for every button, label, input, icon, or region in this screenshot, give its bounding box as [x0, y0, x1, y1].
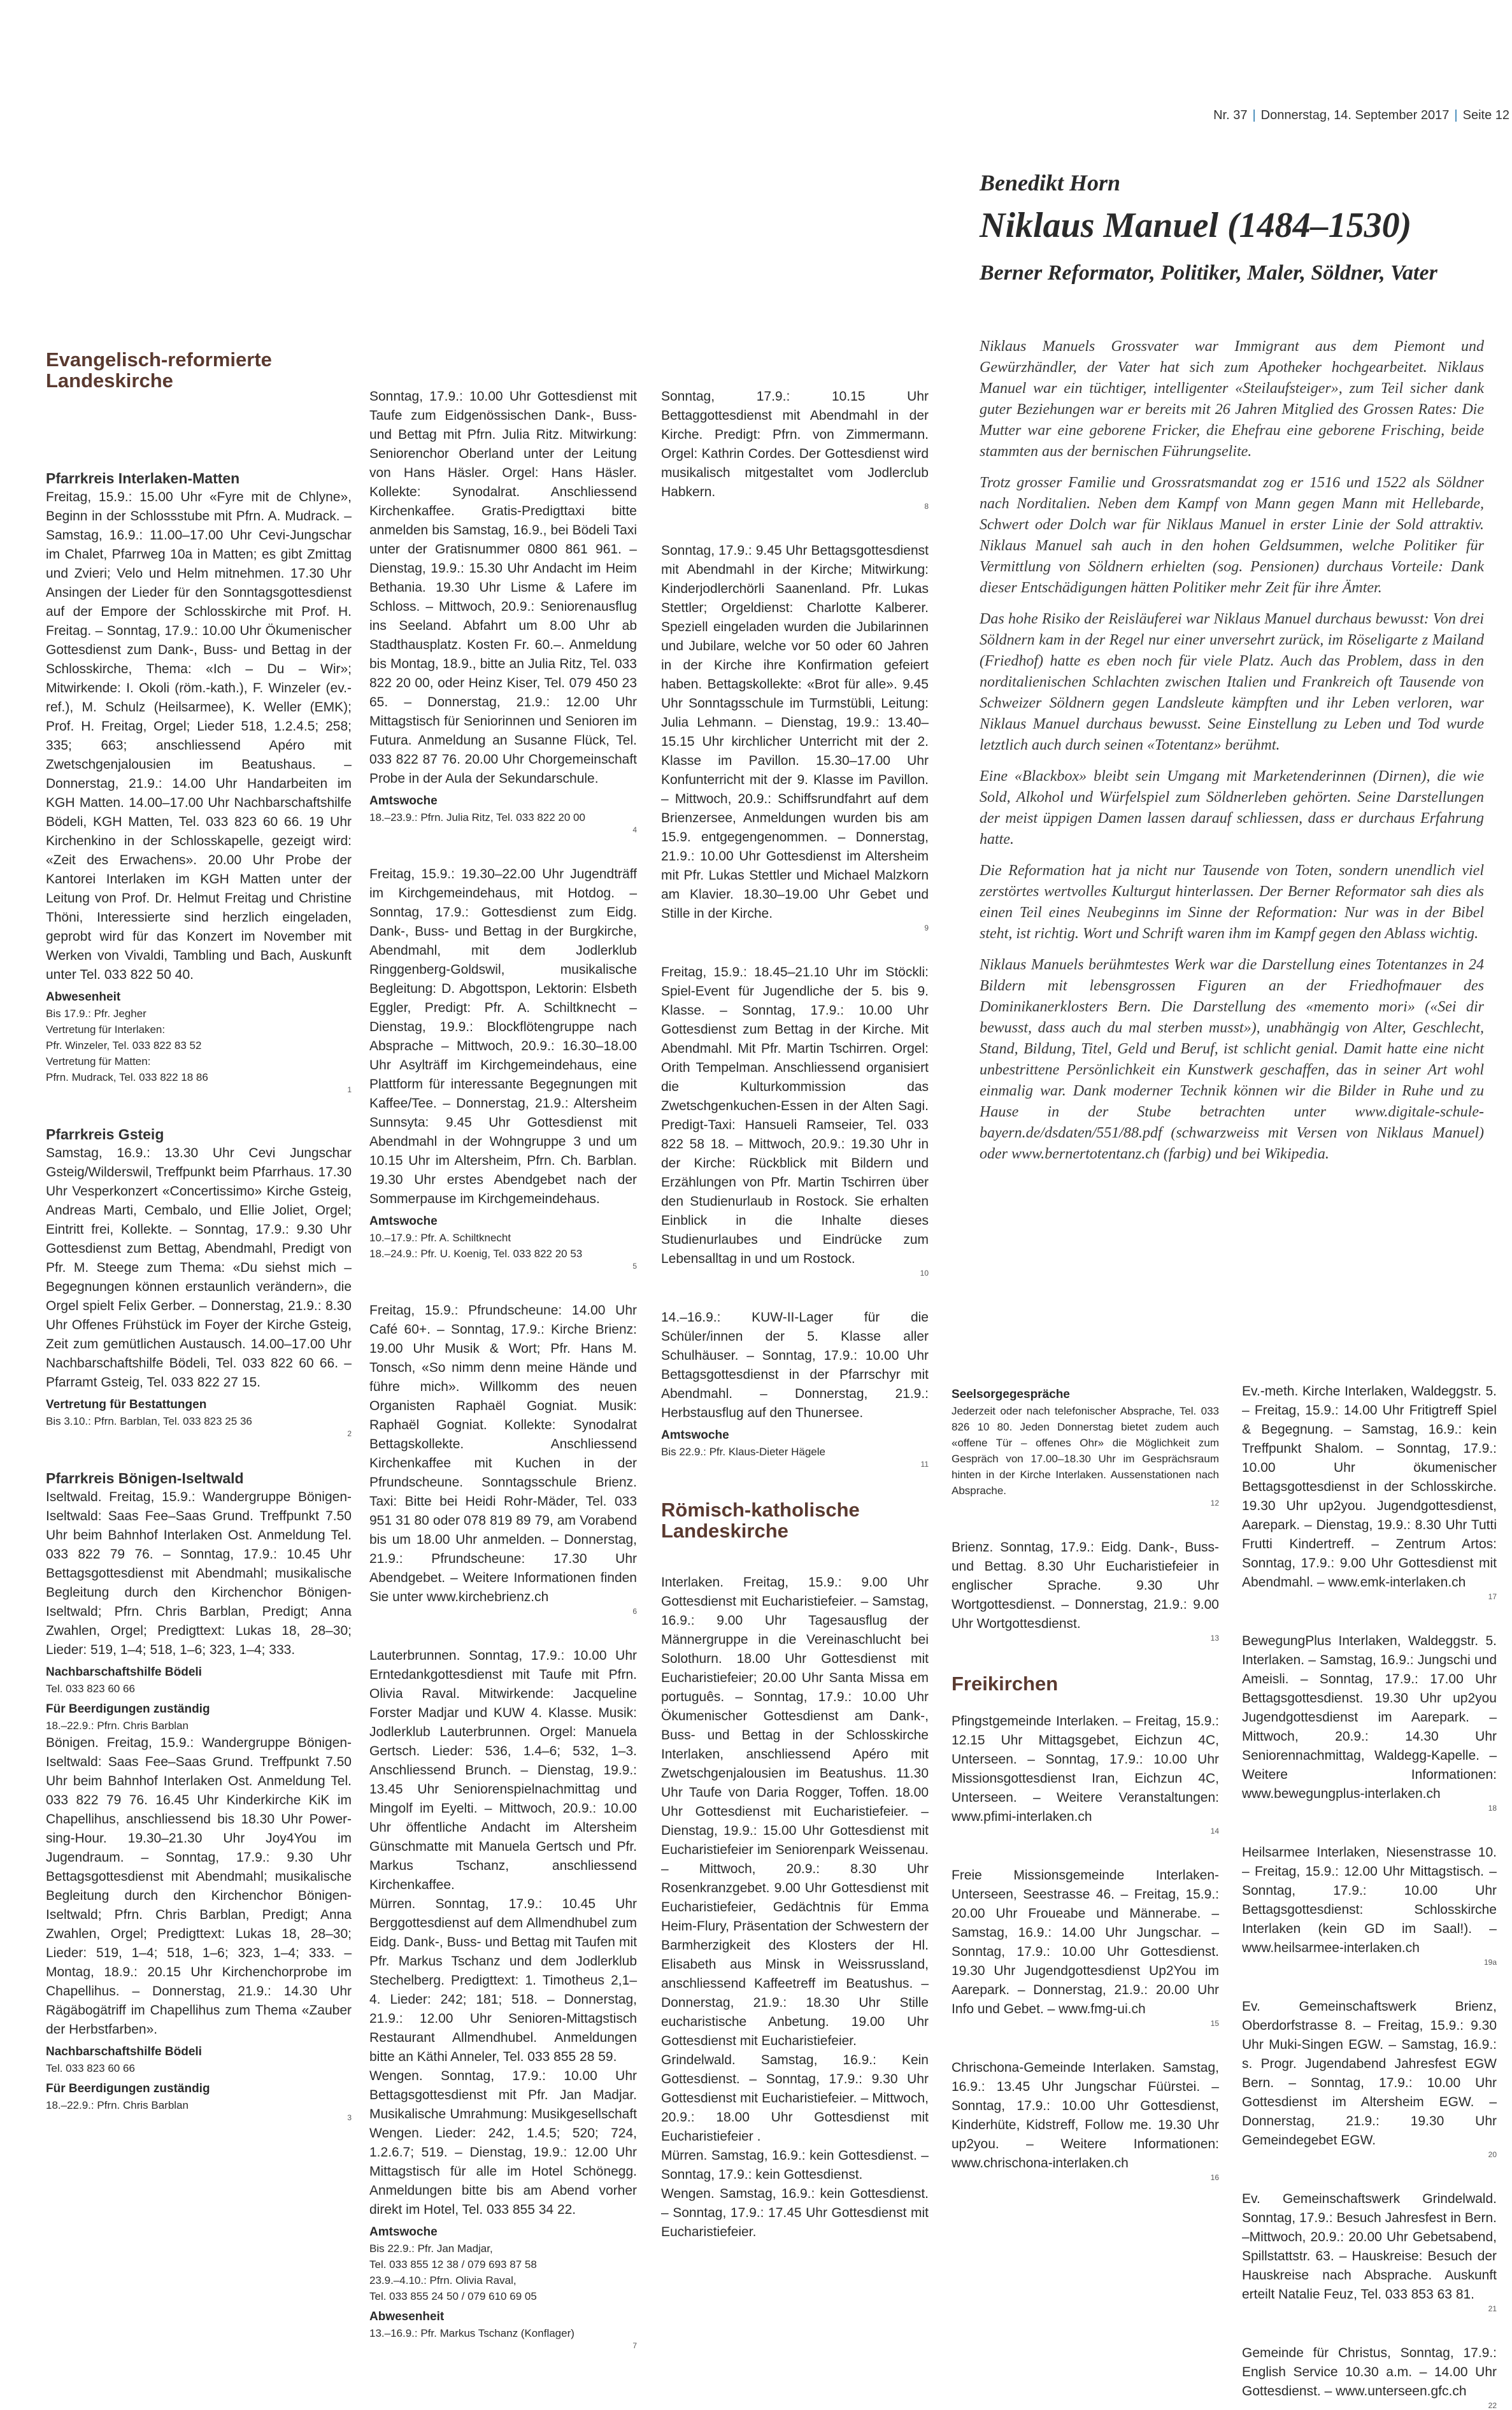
entry-number: 7: [632, 2341, 637, 2350]
spacer: [369, 834, 637, 865]
parish-title: Pfarrkreis Interlaken-Matten: [46, 470, 240, 487]
parish-text: Ev. Gemeinschaftswerk Brienz, Oberdorfstrasse 8. – Freitag, 15.9.: 9.30 Uhr Muki-Singen EGW. – Samstag, 16.9.: s. Progr. Jugendabend Jahresfest EGW Bern. – Sonntag, 17.9.: 10.00 Uhr Gottesdienst im Altersheim EGW. – Donnerstag, 21.9.: 19.30 Uhr Gemeindegebet EGW.: [1242, 1999, 1497, 2148]
section-heading: Freikirchen: [952, 1672, 1059, 1695]
notice-line: Vertretung für Matten:: [46, 1055, 151, 1067]
notice-line: 18.–23.9.: Pfrn. Julia Ritz, Tel. 033 822 20 00: [369, 811, 585, 824]
spacer: [46, 1438, 352, 1469]
entry-number: 1: [347, 1085, 352, 1094]
article-paragraph: Das hohe Risiko der Reisläuferei war Niklaus Manuel durchaus bewusst: Von drei Söldnern kam in der Regel nur einer unversehrt zurück, im Röseligarte z Mailand (Friedhof) hatte es eben noch für viele Platz. Auch das Problem, dass in den norditalienischen Schlachten zwischen Italien und Frankreich oft Tausende von Schweizer Söldnern gegen Landsleute kämpften und ihr Leben verloren, war Niklaus Manuel durchaus bewusst. Seine Einstellung zu Leben und Tod wurde letztlich auch durch seinen «Totentanz» berühmt.: [980, 611, 1484, 753]
notice-line: Tel. 033 855 12 38 / 079 693 87 58: [369, 2258, 537, 2271]
spacer: [1242, 2159, 1497, 2190]
parish-text: Brienz. Sonntag, 17.9.: Eidg. Dank-, Buss- und Bettag. 8.30 Uhr Eucharistiefeier in englischer Sprache. 9.30 Uhr Wortgottesdienst. – Donnerstag, 21.9.: 9.00 Uhr Wortgottesdienst.: [952, 1540, 1219, 1631]
parish-text: Mürren. Samstag, 16.9.: kein Gottesdienst. – Sonntag, 17.9.: kein Gottesdienst.: [661, 2148, 929, 2182]
entry-number: 12: [1210, 1499, 1219, 1508]
article-paragraph: Niklaus Manuels berühmtestes Werk war die Darstellung eines Totentanzes in 24 Bildern mit lebensgrossen Figuren an der Friedhofmauer des Dominikanerklosters Bern. Die Darstellung des «memento mori» («Sei dir bewusst, dass auch du mal sterben musst»), unabhängig von Alter, Geschlecht, Stand, Bildung, Titel, Geld und Beruf, ist schlicht genial. Damit hatte eine nicht unbestrittene Persönlichkeit ein Kunstwerk geschaffen, das in seiner Art wohl einmalig war. Dank moderner Technik können wir die Bilder in Ruhe und zu Hause in der Stube betrachten unter www.digitale-schule-bayern.de/dsdaten/551/88.pdf (schwarzweiss mit Versen von Niklaus Manuel) oder www.bernertotentanz.ch (farbig) und bei Wikipedia.: [980, 957, 1484, 1162]
notice-line: Bis 22.9.: Pfr. Klaus-Dieter Hägele: [661, 1446, 825, 1458]
notice-line: Vertretung für Interlaken:: [46, 1023, 166, 1036]
entry-number: 22: [1488, 2401, 1497, 2410]
parish-text: Wengen. Samstag, 16.9.: kein Gottesdienst. – Sonntag, 17.9.: 17.45 Uhr Gottesdienst mit Eucharistiefeier.: [661, 2186, 929, 2239]
article-body: [980, 336, 1484, 1175]
spacer: [661, 1548, 929, 1573]
notice-subheading: Amtswoche: [661, 1429, 729, 1442]
entry-number: 15: [1210, 2019, 1219, 2028]
spacer: [952, 1643, 1219, 1673]
notice-line: 18.–22.9.: Pfrn. Chris Barblan: [46, 1720, 189, 1732]
entry-number: 9: [924, 923, 929, 932]
notice-subheading: Amtswoche: [369, 794, 438, 808]
masthead: [1064, 108, 1509, 123]
parish-text: BewegungPlus Interlaken, Waldeggstr. 5. Interlaken. – Samstag, 16.9.: Jungschi und Ameisli. – Sonntag, 17.9.: 17.00 Uhr Bettagsgottesdienst. 19.30 Uhr up2you Jugendgottesdienst im Aarepark. – Mittwoch, 20.9.: 14.30 Uhr Seniorennachmittag, Waldegg-Kapelle. – Weitere Informationen: www.bewegungplus-interlaken.ch: [1242, 1634, 1497, 1801]
notice-subheading: Amtswoche: [369, 1215, 438, 1228]
issue-number: Nr. 37: [1213, 108, 1248, 122]
parish-text: Mürren. Sonntag, 17.9.: 10.45 Uhr Berggottesdienst auf dem Allmendhubel zum Eidg. Dank-, Buss- und Bettag mit Taufen mit Pfr. Markus Tschanz und dem Jodlerklub Stechelberg. Predigttext: 1. Timotheus 2,1–4. Lieder: 242; 181; 518. – Donnerstag, 21.9.: 12.00 Uhr Senioren-Mittagstisch Restaurant Allmendhubel. Anmeldungen bitte an Käthi Anneler, Tel. 033 855 28 59.: [369, 1897, 637, 2064]
notice-line: Tel. 033 823 60 66: [46, 2062, 135, 2074]
notice-subheading: Vertretung für Bestattungen: [46, 1398, 207, 1411]
spacer: [661, 511, 929, 541]
notice-subheading: Abwesenheit: [46, 990, 121, 1004]
page-number: Seite 12: [1462, 108, 1509, 122]
spacer: [661, 932, 929, 963]
entry-number: 19a: [1483, 1958, 1497, 1967]
parish-text: Wengen. Sonntag, 17.9.: 10.00 Uhr Bettagsgottesdienst mit Pfr. Jan Madjar. Musikalische Umrahmung: Musikgesellschaft Wengen. Lieder: 242, 1.4.5; 520; 724, 1.2.6.7; 519. – Dienstag, 19.9.: 12.00 Uhr Mittagstisch für alle im Hotel Schönegg. Anmeldungen bitte bis am Abend vorher direkt im Hotel, Tel. 033 855 34 22.: [369, 2069, 637, 2217]
parish-text: Bönigen. Freitag, 15.9.: Wandergruppe Bönigen-Iseltwald: Saas Fee–Saas Grund. Treffpunkt 7.50 Uhr beim Bahnhof Interlaken Ost. Anmeldung Tel. 033 822 79 76. 16.45 Uhr Kinderkirche KiK im Chapellihus, anschliessend bis 18.30 Uhr Power-sing-Hour. 19.30–21.30 Uhr Joy4You im Jugendraum. – Sonntag, 17.9.: 9.30 Uhr Bettagsgottesdienst mit Abendmahl; musikalische Begleitung durch den Kirchenchor Bönigen-Iseltwald; Pfrn. Chris Barblan, Predigt; Anna Zwahlen, Orgel; Predigttext: Lukas 18, 28–30; Lieder: 519, 1–4; 518, 1–6; 323, 1–4; 333. – Montag, 18.9.: 20.15 Uhr Kirchenchorprobe im Chapellihus. – Donnerstag, 21.9.: 14.30 Uhr Rägäbogätriff im Chapellihus zum Thema «Zauber der Herbstfarben».: [46, 1736, 352, 2037]
parish-title: Pfarrkreis Gsteig: [46, 1126, 164, 1143]
notice-line: 10.–17.9.: Pfr. A. Schiltknecht: [369, 1232, 511, 1244]
parish-text: 14.–16.9.: KUW-II-Lager für die Schüler/innen der 5. Klasse aller Schulhäuser. – Sonntag, 17.9.: 10.00 Uhr Bettagsgottesdienst in der Pfarrschyr mit Abendmahl. – Donnerstag, 21.9.: Herbstausflug auf den Thunersee.: [661, 1310, 929, 1420]
entry-number: 8: [924, 502, 929, 511]
entry-number: 2: [347, 1429, 352, 1438]
parish-text: Sonntag, 17.9.: 10.00 Uhr Gottesdienst mit Taufe zum Eidgenössischen Dank-, Buss- und Bettag mit Pfrn. Julia Ritz. Mitwirkung: Seniorenchor Oberland unter der Leitung von Hans Häsler. Orgel: Hans Häsler. Kollekte: Synodalrat. Anschliessend Kirchenkaffee. Gratis-Predigttaxi bitte anmelden bis Samstag, 16.9., bei Bödeli Taxi unter der Gratisnummer 0800 861 961. – Dienstag, 19.9.: 15.30 Uhr Andacht im Heim Bethania. 19.30 Uhr Lisme & Lafere im Schloss. – Mittwoch, 20.9.: Seniorenausflug ins Seeland. Abfahrt um 8.00 Uhr ab Stadthausplatz. Kosten Fr. 60.–. Anmeldung bis Montag, 18.9., bitte an Julia Ritz, Tel. 033 822 20 00, oder Heinz Kiser, Tel. 079 450 23 65. – Donnerstag, 21.9.: 12.00 Uhr Mittagstisch für Seniorinnen und Senioren im Futura. Anmeldung an Susanne Flück, Tel. 033 822 87 76. 20.00 Uhr Chorgemeinschaft Probe in der Aula der Sekundarschule.: [369, 389, 637, 786]
spacer: [369, 1271, 637, 1301]
notice-line: 18.–22.9.: Pfrn. Chris Barblan: [46, 2099, 189, 2111]
entry-number: 3: [347, 2113, 352, 2122]
spacer: [952, 1836, 1219, 1866]
notice-subheading: Amtswoche: [369, 2225, 438, 2239]
parish-text: Freitag, 15.9.: 18.45–21.10 Uhr im Stöckli: Spiel-Event für Jugendliche der 5. bis 9. Klasse. – Sonntag, 17.9.: 10.00 Uhr Gottesdienst zum Bettag in der Kirche. Mit Abendmahl. Mit Pfr. Martin Tschirren. Orgel: Orith Tempelman. Anschliessend organisiert die Kulturkommission das Zwetschgenkuchen-Essen in der Alten Sagi. Predigt-Taxi: Hansueli Ramseier, Tel. 033 822 58 18. – Mittwoch, 20.9.: 19.30 Uhr in der Kirche: Rückblick mit Bildern und Erzählungen von Pfr. Martin Tschirren über den Studienurlaub in Rostock. Sie erhalten Einblick in die Inhalte dieses Studienurlaubes und Eindrücke zum Lebensalltag in und um Rostock.: [661, 965, 929, 1266]
column-2: [369, 387, 637, 2350]
parish-text: Sonntag, 17.9.: 9.45 Uhr Bettagsgottesdienst mit Abendmahl in der Kirche; Mitwirkung: Kinderjodlerchörli Saanenland. Pfr. Lukas Stettler; Orgeldienst: Charlotte Kalberer. Speziell eingeladen wurden die Jubilarinnen und Jubilare, welche vor 50 oder 60 Jahren in der Kirche ihre Konfirmation gefeiert haben. Bettagskollekte: «Brot für alle». 9.45 Uhr Sonntagsschule im Turmstübli, Leitung: Julia Lehmann. – Dienstag, 19.9.: 13.40–15.15 Uhr kirchlicher Unterricht mit der 2. Klasse im Pavillon. 15.30–17.00 Uhr Konfunterricht mit der 9. Klasse im Pavillon. – Mittwoch, 20.9.: Schiffsrundfahrt auf dem Brienzersee, Anmeldungen wurden bis am 15.9. entgegengenommen. – Donnerstag, 21.9.: 10.00 Uhr Gottesdienst im Altersheim mit Pfr. Lukas Stettler und Michael Malzkorn am Klavier. 18.30–19.00 Uhr Gebet und Stille in der Kirche.: [661, 543, 929, 921]
notice-subheading: Abwesenheit: [369, 2310, 445, 2323]
notice-line: 23.9.–4.10.: Pfrn. Olivia Raval,: [369, 2274, 517, 2286]
parish-text: Ev. Gemeinschaftswerk Grindelwald. Sonntag, 17.9.: Besuch Jahresfest in Bern. –Mittwoch, 20.9.: 20.00 Uhr Gebetsabend, Spillstattstr. 63. – Hauskreise: Besuch der Hauskreise nach Absprache. Auskunft erteilt Natalie Feuz, Tel. 033 853 63 81.: [1242, 2192, 1497, 2302]
parish-text: Grindelwald. Samstag, 16.9.: Kein Gottesdienst. – Sonntag, 17.9.: 9.30 Uhr Gottesdienst mit Eucharistiefeier. – Mittwoch, 20.9.: 18.00 Uhr Gottesdienst mit Eucharistiefeier .: [661, 2053, 929, 2144]
notice-subheading: Für Beerdigungen zuständig: [46, 1702, 210, 1716]
entry-number: 11: [920, 1460, 929, 1469]
column-3: [661, 387, 929, 2242]
notice-subheading: Nachbarschaftshilfe Bödeli: [46, 2045, 202, 2058]
entry-number: 5: [632, 1262, 637, 1271]
column-4: [952, 1382, 1219, 2182]
spacer: [1242, 2313, 1497, 2344]
parish-text: Chrischona-Gemeinde Interlaken. Samstag, 16.9.: 13.45 Uhr Jungschar Füürstei. – Sonntag, 17.9.: 10.00 Uhr Gottesdienst, Kinderhüte, Kidstreff, Follow me. 19.30 Uhr up2you. – Weitere Informationen: www.chrischona-interlaken.ch: [952, 2060, 1219, 2171]
entry-number: 13: [1210, 1634, 1219, 1643]
column-5: [1242, 1382, 1497, 2410]
notice-line: Bis 17.9.: Pfr. Jegher: [46, 1008, 146, 1020]
spacer: [952, 1508, 1219, 1538]
spacer: [661, 1278, 929, 1308]
issue-date: Donnerstag, 14. September 2017: [1260, 108, 1450, 122]
parish-text: Ev.-meth. Kirche Interlaken, Waldeggstr. 5. – Freitag, 15.9.: 14.00 Uhr Fritigtreff Spiel & Begegnung. – Samstag, 16.9.: kein Treffpunkt Shalom. – Sonntag, 17.9.: 10.00 Uhr ökumenischer Bettagsgottesdienst in der Schlosskirche. 19.30 Uhr up2you. Jugendgottesdienst, Aarepark. – Dienstag, 19.9.: 8.30 Uhr Tutti Frutti Kindertreff. – Zentrum Artos: Sonntag, 17.9.: 9.00 Uhr Gottesdienst mit Abendmahl. – www.emk-interlaken.ch: [1242, 1384, 1497, 1590]
parish-text: Freitag, 15.9.: Pfrundscheune: 14.00 Uhr Café 60+. – Sonntag, 17.9.: Kirche Brienz: 19.00 Uhr Musik & Wort; Pfr. Hans M. Tonsch, «So nimm denn meine Hände und führe mich». Willkomm des neuen Organisten Raphaël Gogniat. Musik: Raphaël Gogniat. Kollekte: Synodalrat Bettagskollekte. Anschliessend Kirchenkaffee mit Kuchen in der Pfrundscheune. Sonntagsschule Brienz. Taxi: Bitte bei Heidi Rohr-Mäder, Tel. 033 951 31 80 oder 078 819 89 79, am Vorabend bis um 18.00 Uhr anmelden. – Donnerstag, 21.9.: Pfrundscheune: 17.30 Uhr Abendgebet. – Weitere Informationen finden Sie unter www.kirchebrienz.ch: [369, 1303, 637, 1604]
parish-text: Iseltwald. Freitag, 15.9.: Wandergruppe Bönigen-Iseltwald: Saas Fee–Saas Grund. Treffpunkt 7.50 Uhr beim Bahnhof Interlaken Ost. Anmeldung Tel. 033 822 79 76. – Sonntag, 17.9.: 10.45 Uhr Bettagsgottesdienst mit Abendmahl; musikalische Begleitung durch den Kirchenchor Bönigen-Iseltwald; Pfrn. Chris Barblan, Predigt; Anna Zwahlen, Orgel; Predigttext: Lukas 18, 28–30; Lieder: 519, 1–4; 518, 1–6; 323, 1–4; 333.: [46, 1490, 352, 1657]
masthead-separator: |: [1252, 108, 1256, 122]
notice-line: Pfrn. Mudrack, Tel. 033 822 18 86: [46, 1071, 208, 1083]
notice-line: Pfr. Winzeler, Tel. 033 822 83 52: [46, 1039, 202, 1052]
notice-line: 18.–24.9.: Pfr. U. Koenig, Tel. 033 822 20 53: [369, 1248, 583, 1260]
notice-line: Tel. 033 823 60 66: [46, 1683, 135, 1695]
parish-text: Freitag, 15.9.: 19.30–22.00 Uhr Jugendträff im Kirchgemeindehaus, mit Hotdog. – Sonntag, 17.9.: Gottesdienst zum Eidg. Dank-, Buss- und Bettag in der Burgkirche, Abendmahl, mit dem Jodlerklub Ringgenberg-Goldswil, musikalische Begleitung: D. Abgottspon, Lektorin: Elsbeth Eggler, Predigt: Pfr. A. Schiltknecht – Dienstag, 19.9.: Blockflötengruppe nach Absprache – Mittwoch, 20.9.: 16.30–18.00 Uhr Asylträff im Kirchgemeindehaus, eine Plattform für interessante Begegnungen mit Kaffee/Tee. – Donnerstag, 21.9.: Altersheim Sunnsyta: 9.45 Uhr Gottesdienst mit Abendmahl in der Wohngruppe 3 und um 10.15 Uhr im Altersheim, Pfrn. Ch. Barblan. 19.30 Uhr erstes Abendgebet nach der Sommerpause im Kirchgemeindehaus.: [369, 867, 637, 1206]
spacer: [46, 1094, 352, 1125]
article-subtitle: Berner Reformator, Politiker, Maler, Söldner, Vater: [980, 261, 1437, 285]
entry-number: 17: [1488, 1592, 1497, 1601]
article-paragraph: Eine «Blackbox» bleibt sein Umgang mit Marketenderinnen (Dirnen), die wie Sold, Alkohol und Würfelspiel zum Söldnerleben gehörten. Seine Darstellungen der meist üppigen Damen lassen darauf schliessen, dass er durchaus Erfahrung hatte.: [980, 768, 1484, 848]
spacer: [1242, 1601, 1497, 1632]
entry-number: 14: [1210, 1827, 1219, 1836]
notice-line: 13.–16.9.: Pfr. Markus Tschanz (Konflager): [369, 2327, 574, 2339]
spacer: [952, 2028, 1219, 2058]
entry-number: 16: [1210, 2173, 1219, 2182]
spacer: [952, 1701, 1219, 1712]
parish-text: Lauterbrunnen. Sonntag, 17.9.: 10.00 Uhr Erntedankgottesdienst mit Taufe mit Pfrn. Olivia Raval. Mitwirkende: Jacqueline Forster Madjar und KUW 4. Klasse. Musik: Jodlerklub Lauterbrunnen. Orgel: Manuela Gertsch. Lieder: 536, 1.4–6; 532, 1–3. Anschliessend Brunch. – Dienstag, 19.9.: 13.45 Uhr Seniorenspielnachmittag und Mingolf im Eyelti. – Mittwoch, 20.9.: 10.00 Uhr öffentliche Andacht im Altersheim Günschmatte mit Manuela Gertsch und Pfr. Markus Tschanz, anschliessend Kirchenkaffee.: [369, 1648, 637, 1892]
spacer: [1242, 1813, 1497, 1843]
entry-number: 18: [1488, 1804, 1497, 1813]
entry-number: 21: [1488, 2304, 1497, 2313]
parish-text: Pfingstgemeinde Interlaken. – Freitag, 15.9.: 12.15 Uhr Mittagsgebet, Eichzun 4C, Unterseen. – Sonntag, 17.9.: 10.00 Uhr Missionsgottesdienst Iran, Eichzun 4C, Unterseen. – Weitere Veranstaltungen: www.pfimi-interlaken.ch: [952, 1714, 1219, 1824]
parish-text: Freitag, 15.9.: 15.00 Uhr «Fyre mit de Chlyne», Beginn in der Schlossstube mit Pfrn. A. Mudrack. – Samstag, 16.9.: 11.00–17.00 Uhr Cevi-Jungschar im Chalet, Pfarrweg 10a in Matten; es gibt Zmittag und Zvieri; Velo und Helm mitnehmen. 17.30 Uhr Ansingen der Lieder für den Sonntagsgottesdienst auf der Empore der Schlosskirche mit Prof. H. Freitag. – Sonntag, 17.9.: 10.00 Uhr Ökumenischer Gottesdienst zum Dank-, Buss- und Bettag in der Schlosskirche, Thema: «Ich – Du – Wir»; Mitwirkende: I. Okoli (röm.-kath.), F. Winzeler (ev.-ref.), M. Schulz (Heilsarmee), K. Weller (EMK); Prof. H. Freitag, Orgel; Lieder 518, 1.2.4.5; 258; 335; 663; anschliessend Apéro mit Zwetschgenjalousien im Beatushaus. – Donnerstag, 21.9.: 14.00 Uhr Handarbeiten im KGH Matten. 14.00–17.00 Uhr Nachbarschaftshilfe Bödeli, KGH Matten, Tel. 033 823 60 66. 19 Uhr Kirchenkino in der Schlosskapelle, gezeigt wird: «Zeit des Erwachens». 20.00 Uhr Probe der Kantorei Interlaken im KGH Matten unter der Leitung von Prof. Dr. Helmut Freitag und Christine Thöni, Interessierte sind herzlich eingeladen, geprobt wird für das Konzert im November mit Werken von Vivaldi, Tambling und Bach, Auskunft unter Tel. 033 822 50 40.: [46, 490, 352, 982]
parish-text: Sonntag, 17.9.: 10.15 Uhr Bettaggottesdienst mit Abendmahl in der Kirche. Predigt: Pfrn. von Zimmermann. Orgel: Kathrin Cordes. Der Gottesdienst wird musikalisch mitgestaltet vom Jodlerclub Habkern.: [661, 389, 929, 499]
notice-line: Jederzeit oder nach telefonischer Absprache, Tel. 033 826 10 80. Jeden Donnerstag bietet zudem auch «offene Tür – offenes Ohr» die Möglichkeit zum Gespräch von 17.00–18.30 Uhr im Gesprächsraum hinten in der Kirche Interlaken. Aussenstationen nach Absprache.: [952, 1405, 1219, 1497]
notice-subheading: Seelsorgegespräche: [952, 1388, 1070, 1401]
notice-line: Bis 22.9.: Pfr. Jan Madjar,: [369, 2242, 493, 2255]
spacer: [661, 1469, 929, 1499]
entry-number: 20: [1488, 2150, 1497, 2159]
article-paragraph: Trotz grosser Familie und Grossratsmandat zog er 1516 und 1522 als Söldner nach Norditalien. Neben dem Kampf von Mann gegen Mann mit Hellebarde, Schwert oder Dolch war für Niklaus Manuel in erster Linie der Sold attraktiv. Niklaus Manuel sah auch in den hohen Geldsummen, welche Politiker für Vermittlung von Söldnern erhielten (sog. Pensionen) durchaus Vorteile: Dank dieser Entschädigungen hätten Politiker mehr Zeit für ihre Ämter.: [980, 474, 1484, 596]
section-heading: Evangelisch-reformierte Landeskirche: [46, 348, 272, 392]
parish-title: Pfarrkreis Bönigen-Iseltwald: [46, 1470, 244, 1487]
notice-line: Bis 3.10.: Pfrn. Barblan, Tel. 033 823 25 36: [46, 1415, 252, 1427]
parish-text: Gemeinde für Christus, Sonntag, 17.9.: English Service 10.30 a.m. – 14.00 Uhr Gottesdienst. – www.unterseen.gfc.ch: [1242, 2346, 1497, 2399]
section-heading: Römisch-katholische Landeskirche: [661, 1499, 860, 1542]
spacer: [369, 1616, 637, 1646]
parish-text: Freie Missionsgemeinde Interlaken-Unterseen, Seestrasse 46. – Freitag, 15.9.: 20.00 Uhr Froueabe und Männerabe. – Samstag, 16.9.: 14.00 Uhr Jungschar. – Sonntag, 17.9.: 10.00 Uhr Gottesdienst. 19.30 Uhr Jugendgottesdienst Up2You im Aarepark. – Donnerstag, 21.9.: 20.00 Uhr Info und Gebet. – www.fmg-ui.ch: [952, 1868, 1219, 2016]
article-title: Niklaus Manuel (1484–1530): [980, 206, 1412, 245]
notice-line: Tel. 033 855 24 50 / 079 610 69 05: [369, 2290, 537, 2302]
parish-text: Samstag, 16.9.: 13.30 Uhr Cevi Jungschar Gsteig/Wilderswil, Treffpunkt beim Pfarrhaus. 17.30 Uhr Vesperkonzert «Concertissimo» Kirche Gsteig, Andreas Marti, Cembalo, und Ellie Joliet, Orgel; Eintritt frei, Kollekte. – Sonntag, 17.9.: 9.30 Uhr Gottesdienst zum Bettag, Abendmahl, Predigt von Pfr. M. Steege zum Thema: «Du siehst mich – Begegnungen können erstaunlich verändern», die Orgel spielt Felix Gerber. – Donnerstag, 21.9.: 8.30 Uhr Offenes Frühstück im Foyer der Kirche Gsteig, Zeit zum gemütlichen Austausch. 14.00–17.00 Uhr Nachbarschaftshilfe Bödeli, Tel. 033 822 60 66. – Pfarramt Gsteig, Tel. 033 822 27 15.: [46, 1146, 352, 1390]
spacer: [1242, 1967, 1497, 1997]
article-paragraph: Die Reformation hat ja nicht nur Tausende von Toten, sondern unendlich viel zerstörtes wertvolles Kulturgut hinterlassen. Der Berner Reformator sah dies als einen Teil eines Neubeginns im Sinne der Reformation: Nur was in der Bibel steht, ist richtig. Wort und Schrift waren ihm im Kampf gegen den Ablass wichtig.: [980, 862, 1484, 942]
notice-subheading: Für Beerdigungen zuständig: [46, 2082, 210, 2095]
masthead-separator: |: [1454, 108, 1458, 122]
article-author: Benedikt Horn: [980, 170, 1121, 196]
column-1: [46, 349, 352, 2122]
parish-text: Heilsarmee Interlaken, Niesenstrasse 10. – Freitag, 15.9.: 12.00 Uhr Mittagstisch. – Sonntag, 17.9.: 10.00 Uhr Bettagsgottesdienst: Schlosskirche Interlaken (kein GD im Saal!). – www.heilsarmee-interlaken.ch: [1242, 1845, 1497, 1955]
spacer: [46, 397, 352, 469]
article-paragraph: Niklaus Manuels Grossvater war Immigrant aus dem Piemont und Gewürzhändler, der Vater hat sich zum Apotheker hochgearbeitet. Niklaus Manuel war ein tüchtiger, intelligenter «Steilaufsteiger», zum Teil sicher dank guter Beziehungen war er bereits mit 26 Jahren Mitglied des Grossen Rates: Die Mutter war eine geborene Fricker, die Ehefrau eine geborene Frisching, beide stammten aus der bernischen Führungselite.: [980, 338, 1484, 460]
entry-number: 6: [632, 1607, 637, 1616]
entry-number: 4: [632, 825, 637, 834]
notice-subheading: Nachbarschaftshilfe Bödeli: [46, 1665, 202, 1679]
entry-number: 10: [920, 1269, 929, 1278]
parish-text: Interlaken. Freitag, 15.9.: 9.00 Uhr Gottesdienst mit Eucharistiefeier. – Samstag, 16.9.: 9.00 Uhr Tagesausflug der Männergruppe in die Vereinaschlucht bei Solothurn. 18.00 Uhr Gottesdienst mit Eucharistiefeier; 20.00 Uhr Santa Missa em português. – Sonntag, 17.9.: 10.00 Uhr Ökumenischer Gottesdienst am Dank-, Buss- und Bettag in der Schlosskirche Interlaken, anschliessend Apéro mit Zwetschgenjalousien im Beatushus. 11.30 Uhr Taufe von Daria Rogger, Toffen. 18.00 Uhr Gottesdienst mit Eucharistiefeier. – Dienstag, 19.9.: 15.00 Uhr Gottesdienst mit Eucharistiefeier im Seniorenpark Weissenau. – Mittwoch, 20.9.: 8.30 Uhr Rosenkranzgebet. 9.00 Uhr Gottesdienst mit Eucharistiefeier, Gedächtnis für Emma Heim-Flury, Präsentation der Schwestern der Barmherzigkeit des Klosters der Hl. Elisabeth aus Minsk in Weissrussland, anschliessend Kaffeetreff im Beatushus. – Donnerstag, 21.9.: 18.30 Uhr Stille eucharistische Anbetung. 19.00 Uhr Gottesdienst mit Eucharistiefeier.: [661, 1575, 929, 2048]
